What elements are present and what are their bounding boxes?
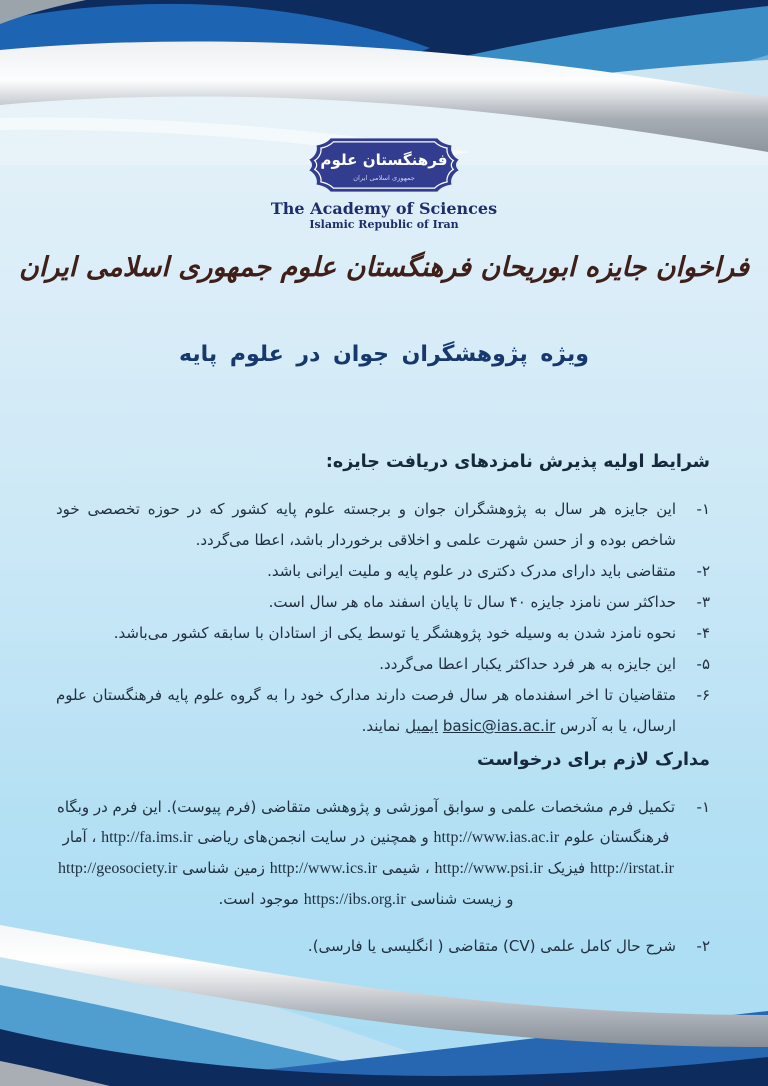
condition-item-2	[56, 556, 710, 587]
email-word: ایمیل	[405, 717, 439, 735]
item-number: ۲-	[696, 562, 710, 580]
item-text: این جایزه به هر فرد حداکثر یکبار اعطا می‌گردد.	[379, 655, 676, 673]
item-text: این جایزه هر سال به پژوهشگران جوان و برجسته علوم پایه کشور که در حوزه تخصصی خود شاخص بوده و از حسن شهرت علمی و اخلاقی برخوردار باشد، اعطا می‌گردد.	[56, 500, 676, 549]
item-text-segment: زمین شناسی	[182, 859, 265, 877]
item-text: شرح حال کامل علمی (CV) متقاضی ( انگلیسی یا فارسی).	[307, 937, 676, 955]
condition-item-6	[56, 680, 710, 742]
email-link[interactable]: basic@ias.ac.ir	[442, 717, 556, 735]
item-text	[56, 680, 676, 742]
documents-heading: مدارک لازم برای درخواست	[476, 750, 710, 770]
item-text-segment: موجود است.	[218, 890, 299, 908]
item-number: ۴-	[696, 624, 710, 642]
academy-logo-icon	[304, 134, 464, 196]
item-text-segment: فیزیک	[547, 859, 586, 877]
org-name-english: The Academy of Sciences	[270, 199, 498, 218]
logo-calligraphy: فرهنگستان علوم	[320, 151, 448, 169]
poster-title: فراخوان جایزه ابوریحان فرهنگستان علوم جمهوری اسلامی ایران	[19, 252, 749, 283]
org-country-english: Islamic Republic of Iran	[309, 218, 459, 232]
item-text-segment: و زیست شناسی	[410, 890, 514, 908]
document-item-1	[56, 792, 710, 915]
item-text-segment: ، شیمی	[381, 859, 430, 877]
condition-item-4	[56, 618, 710, 649]
logo-block	[0, 134, 768, 232]
item-number: ۵-	[696, 655, 710, 673]
url-ims: http://fa.ims.ir	[101, 829, 193, 846]
document-item-2	[56, 931, 710, 961]
poster-subtitle: ویژه پژوهشگران جوان در علوم پایه	[179, 342, 589, 367]
item-number: ۱-	[696, 500, 710, 518]
item-number: ۲-	[696, 937, 710, 955]
item-number: ۳-	[696, 593, 710, 611]
item-text-segment: و همچنین در سایت انجمن‌های ریاضی	[197, 828, 429, 846]
item-text-segment: متقاضیان تا اخر اسفندماه هر سال فرصت دارند مدارک خود را به گروه علوم پایه فرهنگستان علوم ارسال، یا به آدرس	[56, 686, 676, 735]
item-text: نحوه نامزد شدن به وسیله خود پژوهشگر یا توسط یکی از استادان با سابقه کشور می‌باشد.	[113, 624, 676, 642]
item-text-tail: نمایند.	[361, 717, 401, 735]
item-text: حداکثر سن نامزد جایزه ۴۰ سال تا پایان اسفند ماه هر سال است.	[268, 593, 676, 611]
item-text-segment: تکمیل فرم مشخصات علمی و سوابق آموزشی و پژوهشی متقاضی (فرم پیوست). این فرم در وبگاه فرهنگستان علوم	[56, 798, 676, 846]
item-text: متقاضی باید دارای مدرک دکتری در علوم پایه و ملیت ایرانی باشد.	[267, 562, 676, 580]
item-number: ۱-	[696, 798, 710, 816]
item-text	[56, 792, 676, 915]
item-number: ۶-	[696, 686, 710, 704]
documents-list	[56, 792, 710, 961]
url-ibs: https://ibs.org.ir	[303, 891, 406, 908]
url-irstat: http://irstat.ir	[589, 860, 674, 877]
logo-calligraphy-sub: جمهوری اسلامی ایران	[353, 174, 415, 183]
url-ias: http://www.ias.ac.ir	[433, 829, 560, 846]
condition-item-1	[56, 494, 710, 556]
condition-item-5	[56, 649, 710, 680]
conditions-list	[56, 494, 710, 742]
url-ics: http://www.ics.ir	[269, 860, 378, 877]
item-text-segment: ، آمار	[62, 828, 97, 846]
url-geosociety: http://geosociety.ir	[58, 860, 178, 877]
condition-item-3	[56, 587, 710, 618]
conditions-heading: شرایط اولیه پذیرش نامزدهای دریافت جایزه:	[325, 452, 710, 472]
url-psi: http://www.psi.ir	[434, 860, 543, 877]
